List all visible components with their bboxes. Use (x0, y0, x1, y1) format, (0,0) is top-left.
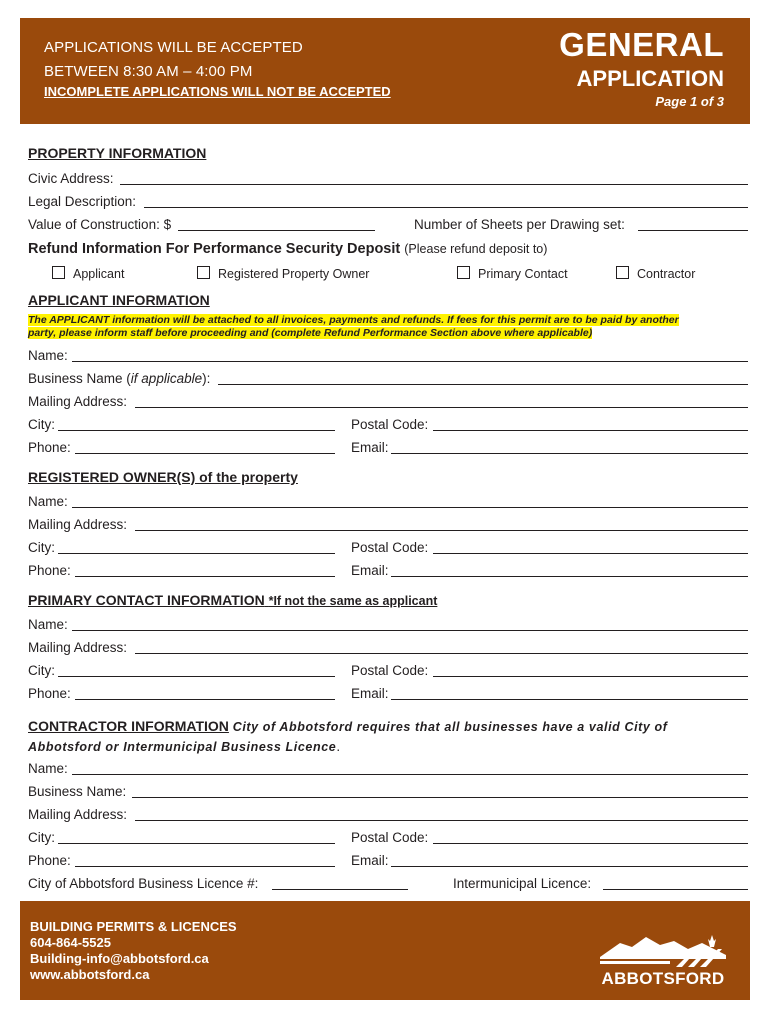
business-licence-field[interactable] (272, 889, 408, 890)
contractor-business-field[interactable] (132, 797, 748, 798)
primary-email-label: Email: (351, 686, 389, 701)
owner-phone-field[interactable] (75, 576, 335, 577)
footer-phone: 604-864-5525 (30, 935, 111, 950)
legal-description-label: Legal Description: (28, 194, 137, 209)
applicant-email-row (351, 438, 748, 458)
owner-email-row (351, 561, 748, 581)
intermunicipal-licence-label: Intermunicipal Licence: (453, 876, 592, 891)
contractor-postal-row (351, 828, 748, 848)
owner-mailing-label: Mailing Address: (28, 517, 128, 532)
refund-option-applicant[interactable]: Applicant (52, 266, 124, 281)
applicant-city-field[interactable] (58, 430, 335, 431)
applicant-city-row (28, 415, 335, 435)
primary-phone-row (28, 684, 335, 704)
applicant-postal-row (351, 415, 748, 435)
owner-city-label: City: (28, 540, 55, 555)
contractor-mailing-label: Mailing Address: (28, 807, 128, 822)
contractor-email-field[interactable] (391, 866, 748, 867)
checkbox[interactable] (197, 266, 210, 279)
abbotsford-mountain-icon (598, 931, 728, 969)
applicant-heading: APPLICANT INFORMATION (28, 292, 210, 308)
primary-mailing-field[interactable] (135, 653, 748, 654)
contractor-city-label: City: (28, 830, 55, 845)
sheets-label: Number of Sheets per Drawing set: (414, 217, 625, 232)
owner-city-field[interactable] (58, 553, 335, 554)
owner-mailing-row (28, 515, 748, 535)
incomplete-notice: INCOMPLETE APPLICATIONS WILL NOT BE ACCEPTED (44, 84, 391, 99)
owner-phone-row (28, 561, 335, 581)
primary-postal-row (351, 661, 748, 681)
contractor-name-row (28, 759, 748, 779)
applicant-city-label: City: (28, 417, 55, 432)
civic-address-field[interactable] (120, 184, 748, 185)
applicant-name-field[interactable] (72, 361, 748, 362)
primary-city-label: City: (28, 663, 55, 678)
footer-email-link[interactable]: Building-info@abbotsford.ca (30, 951, 209, 966)
contractor-note: City of Abbotsford requires that all businesses have a valid City of Abbotsford or Intermunicipal Business Licence (28, 720, 668, 754)
primary-email-field[interactable] (391, 699, 748, 700)
applicant-mailing-row (28, 392, 748, 412)
applicant-business-field[interactable] (218, 384, 748, 385)
footer-website-link[interactable]: www.abbotsford.ca (30, 967, 150, 982)
contractor-phone-label: Phone: (28, 853, 71, 868)
contractor-heading: CONTRACTOR INFORMATION City of Abbotsford requires that all businesses have a valid City of Abbotsford or Intermunicipal Business Licence. (28, 718, 668, 754)
refund-title: Refund Information For Performance Security Deposit (28, 241, 401, 257)
contractor-postal-label: Postal Code: (351, 830, 429, 845)
applicant-note-line2: party, please inform staff before proceeding and (complete Refund Performance Section above where applicable) (28, 327, 593, 339)
contractor-name-field[interactable] (72, 774, 748, 775)
legal-description-field[interactable] (144, 207, 748, 208)
applicant-phone-field[interactable] (75, 453, 335, 454)
hours-notice-line2: BETWEEN 8:30 AM – 4:00 PM (44, 63, 253, 80)
primary-phone-label: Phone: (28, 686, 71, 701)
footer-banner (20, 901, 750, 1000)
applicant-postal-label: Postal Code: (351, 417, 429, 432)
owner-phone-label: Phone: (28, 563, 71, 578)
contractor-phone-field[interactable] (75, 866, 335, 867)
contractor-business-label: Business Name: (28, 784, 127, 799)
primary-name-row (28, 615, 748, 635)
contractor-name-label: Name: (28, 761, 68, 776)
applicant-mailing-field[interactable] (135, 407, 748, 408)
business-licence-row (28, 874, 408, 894)
footer-department: BUILDING PERMITS & LICENCES (30, 919, 237, 934)
sheets-row (414, 215, 748, 235)
owner-postal-row (351, 538, 748, 558)
primary-mailing-row (28, 638, 748, 658)
property-heading: PROPERTY INFORMATION (28, 145, 207, 161)
civic-address-label: Civic Address: (28, 171, 114, 186)
construction-value-field[interactable] (178, 230, 375, 231)
primary-email-row (351, 684, 748, 704)
primary-city-row (28, 661, 335, 681)
owner-name-label: Name: (28, 494, 68, 509)
applicant-highlight-note (28, 314, 728, 340)
applicant-phone-row (28, 438, 335, 458)
contractor-phone-row (28, 851, 335, 871)
primary-contact-heading: PRIMARY CONTACT INFORMATION *If not the same as applicant (28, 592, 438, 608)
contractor-email-row (351, 851, 748, 871)
owner-mailing-field[interactable] (135, 530, 748, 531)
construction-value-row (28, 215, 378, 235)
contractor-title: CONTRACTOR INFORMATION (28, 718, 229, 734)
sheets-field[interactable] (638, 230, 748, 231)
intermunicipal-licence-row (453, 874, 748, 894)
abbotsford-logo (598, 931, 728, 989)
owner-email-field[interactable] (391, 576, 748, 577)
owner-email-label: Email: (351, 563, 389, 578)
owner-postal-label: Postal Code: (351, 540, 429, 555)
contractor-mailing-row (28, 805, 748, 825)
form-title: GENERAL (559, 26, 724, 63)
refund-option-owner[interactable]: Registered Property Owner (197, 266, 369, 281)
civic-address-row (28, 169, 748, 189)
refund-note: (Please refund deposit to) (404, 242, 548, 256)
construction-value-label: Value of Construction: $ (28, 217, 172, 232)
applicant-name-row (28, 346, 748, 366)
refund-option-primary-contact[interactable]: Primary Contact (457, 266, 568, 281)
checkbox[interactable] (457, 266, 470, 279)
contractor-postal-field[interactable] (433, 843, 748, 844)
applicant-name-label: Name: (28, 348, 68, 363)
page-indicator: Page 1 of 3 (655, 94, 724, 109)
applicant-phone-label: Phone: (28, 440, 71, 455)
contractor-business-row (28, 782, 748, 802)
checkbox[interactable] (52, 266, 65, 279)
form-subtitle: APPLICATION (576, 66, 724, 91)
primary-city-field[interactable] (58, 676, 335, 677)
primary-phone-field[interactable] (75, 699, 335, 700)
hours-notice-line1: APPLICATIONS WILL BE ACCEPTED (44, 39, 303, 56)
contractor-city-field[interactable] (58, 843, 335, 844)
applicant-email-label: Email: (351, 440, 389, 455)
owner-name-row (28, 492, 748, 512)
header-banner (20, 18, 750, 124)
primary-name-label: Name: (28, 617, 68, 632)
owner-heading: REGISTERED OWNER(S) of the property (28, 469, 298, 485)
owner-postal-field[interactable] (433, 553, 748, 554)
applicant-business-row (28, 369, 748, 389)
owner-city-row (28, 538, 335, 558)
applicant-email-field[interactable] (391, 453, 748, 454)
primary-name-field[interactable] (72, 630, 748, 631)
refund-option-contractor[interactable]: Contractor (616, 266, 695, 281)
legal-description-row (28, 192, 748, 212)
intermunicipal-licence-field[interactable] (603, 889, 748, 890)
logo-wordmark: ABBOTSFORD (601, 969, 725, 988)
business-licence-label: City of Abbotsford Business Licence #: (28, 876, 259, 891)
contractor-mailing-field[interactable] (135, 820, 748, 821)
primary-contact-note: *If not the same as applicant (268, 594, 438, 608)
contractor-email-label: Email: (351, 853, 389, 868)
refund-heading (28, 241, 547, 257)
checkbox[interactable] (616, 266, 629, 279)
owner-name-field[interactable] (72, 507, 748, 508)
applicant-note-line1: The APPLICANT information will be attached to all invoices, payments and refunds. If fees for this permit are to be paid by another (28, 314, 679, 326)
applicant-mailing-label: Mailing Address: (28, 394, 128, 409)
applicant-business-label: Business Name (if applicable): (28, 371, 211, 386)
primary-postal-field[interactable] (433, 676, 748, 677)
applicant-postal-field[interactable] (433, 430, 748, 431)
contractor-city-row (28, 828, 335, 848)
primary-postal-label: Postal Code: (351, 663, 429, 678)
primary-mailing-label: Mailing Address: (28, 640, 128, 655)
